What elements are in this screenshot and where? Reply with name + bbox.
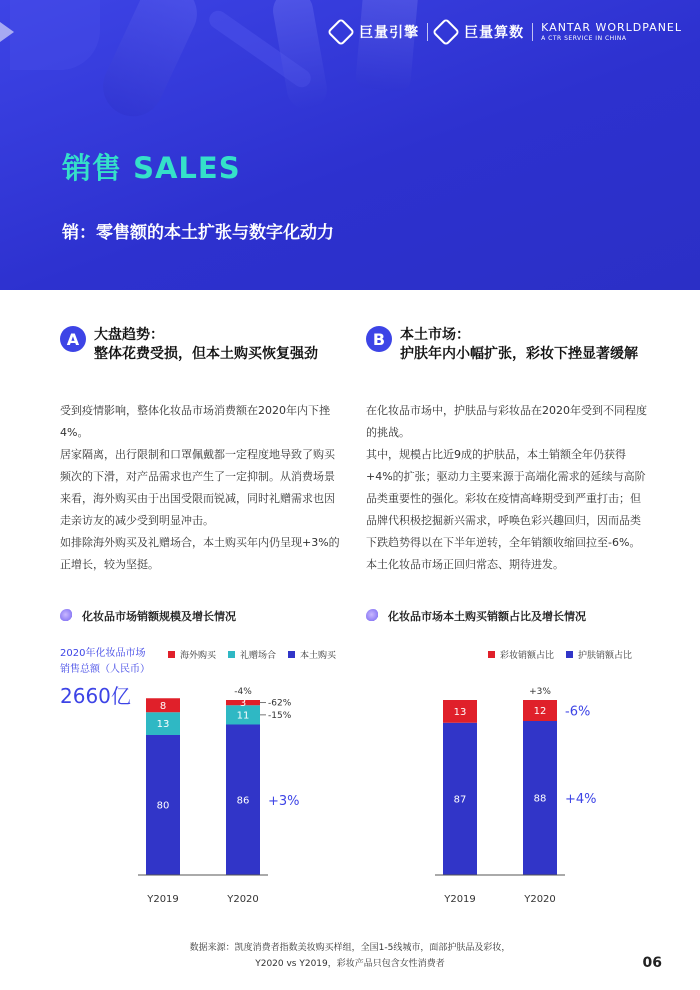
x-tick-label: Y2019: [444, 894, 476, 905]
paragraph: 如排除海外购买及礼赠场合，本土购买年内仍呈现+3%的正增长，较为坚挺。: [60, 536, 340, 571]
footnote-line2: Y2020 vs Y2019，彩妆产品只包含女性消费者: [255, 959, 445, 969]
decor-shape: [10, 0, 100, 70]
change-label: +3%: [268, 793, 300, 809]
legend-swatch: [228, 651, 235, 658]
suanshu-logo-icon: [432, 18, 460, 46]
legend-swatch: [488, 651, 495, 658]
change-label: -15%: [268, 710, 292, 721]
section-title: 销售 SALES: [62, 151, 241, 185]
bar-value-label: 11: [236, 710, 250, 722]
bar-value-label: 80: [156, 800, 170, 812]
section-b-body: [366, 400, 649, 576]
paragraph: 居家隔离，出行限制和口罩佩戴都一定程度地导致了购买频次的下滑，对产品需求也产生了一定抑制。从消费场景来看，海外购买由于出国受限而锐减，同时礼赠需求也因走亲访友的减少受到明显冲击。: [60, 448, 335, 527]
change-label: -6%: [565, 704, 591, 720]
legend-item: [566, 648, 632, 661]
legend-item: [288, 648, 336, 661]
chart-a-legend: [168, 648, 348, 661]
paragraph: 本土化妆品市场正回归常态、期待进发。: [366, 558, 564, 571]
legend-label: 礼赠场合: [240, 651, 277, 661]
bar-value-label: 86: [236, 795, 250, 807]
x-tick-label: Y2019: [147, 894, 179, 905]
ocean-engine-logo-icon: [327, 18, 355, 46]
section-a-badge: A: [60, 326, 86, 352]
logo-divider: [427, 23, 428, 41]
paragraph: 在化妆品市场中，护肤品与彩妆品在2020年受到不同程度的挑战。: [366, 404, 647, 439]
bar-value-label: 13: [453, 706, 467, 718]
page-subtitle: 销：零售额的本土扩张与数字化动力: [62, 223, 334, 243]
legend-label: 彩妆销额占比: [500, 651, 555, 661]
legend-item: [228, 648, 276, 661]
bar-value-label: 3: [239, 698, 247, 710]
section-a-heading-line1: 大盘趋势：: [94, 327, 164, 343]
partner-logos: [331, 22, 682, 42]
header-banner: [0, 0, 700, 290]
chart-a-title: 化妆品市场销额规模及增长情况: [82, 610, 236, 623]
section-a-body: [60, 400, 343, 576]
legend-label: 海外购买: [180, 651, 217, 661]
section-b-badge: B: [366, 326, 392, 352]
logo-suanshu: 巨量算数: [464, 25, 525, 41]
total-change-label: +3%: [529, 687, 551, 697]
chart-b-title: 化妆品市场本土购买销额占比及增长情况: [388, 610, 586, 623]
legend-swatch: [288, 651, 295, 658]
total-sales-label-line1: 2020年化妆品市场: [60, 648, 146, 659]
legend-label: 护肤销额占比: [578, 651, 633, 661]
chart-b-legend: [488, 648, 644, 661]
paragraph: 其中，规模占比近9成的护肤品，本土销额全年仍获得+4%的扩张；驱动力主要来源于高端化需求的延续与高阶品类重要性的强化。彩妆在疫情高峰期受到严重打击；但品牌代积极挖掘新兴需求，呼唤色彩兴趣回归，因而品类下跌趋势得以在下半年逆转，全年销额收缩回拉至-6%。: [366, 448, 646, 549]
chart-b-heading: [366, 608, 586, 624]
data-source-note: [0, 940, 700, 972]
page-number: 06: [642, 955, 662, 971]
decor-shape: [93, 0, 207, 126]
logo-divider: [532, 23, 533, 41]
decor-shape: [355, 0, 420, 92]
section-a-heading-text: [94, 326, 318, 364]
section-b-heading-line2: 护肤年内小幅扩张，彩妆下挫显著缓解: [400, 346, 638, 362]
bar-value-label: 12: [533, 706, 547, 717]
footnote-line1: 数据来源：凯度消费者指数美妆购买样组，全国1-5线城市，面部护肤品及彩妆，: [189, 943, 511, 953]
section-b-heading: [366, 326, 638, 364]
total-sales-value: 2660亿: [60, 684, 131, 708]
play-triangle-icon: [0, 22, 14, 42]
section-b-heading-text: [400, 326, 638, 364]
legend-swatch: [168, 651, 175, 658]
legend-item: [168, 648, 216, 661]
x-tick-label: Y2020: [524, 894, 556, 905]
paragraph: 受到疫情影响，整体化妆品市场消费额在2020年内下挫4%。: [60, 404, 330, 439]
kantar-name: KANTAR WORLDPANEL: [541, 21, 682, 34]
chart-a-heading: [60, 608, 236, 624]
bar-value-label: 87: [453, 794, 467, 806]
chart-a-plot: [120, 670, 320, 915]
total-change-label: -4%: [234, 687, 252, 697]
bubble-icon: [366, 609, 380, 623]
legend-label: 本土购买: [300, 651, 337, 661]
legend-swatch: [566, 651, 573, 658]
section-b-heading-line1: 本土市场：: [400, 327, 470, 343]
kantar-logo: [541, 22, 682, 42]
x-tick-label: Y2020: [227, 894, 259, 905]
logo-ocean-engine: 巨量引擎: [359, 25, 420, 41]
kantar-tagline: A CTR SERVICE IN CHINA: [541, 35, 627, 42]
legend-item: [488, 648, 554, 661]
section-a-heading-line2: 整体花费受损，但本土购买恢复强劲: [94, 346, 318, 362]
bar-value-label: 88: [533, 793, 547, 805]
bubble-icon: [60, 609, 74, 623]
chart-b-plot: [420, 670, 620, 915]
bar-value-label: 8: [159, 700, 167, 712]
bar-value-label: 13: [156, 719, 170, 731]
change-label: +4%: [565, 792, 597, 807]
change-label: -62%: [268, 698, 292, 709]
total-sales-label-line2: 销售总额（人民币）: [60, 664, 150, 675]
section-a-heading: [60, 326, 318, 364]
